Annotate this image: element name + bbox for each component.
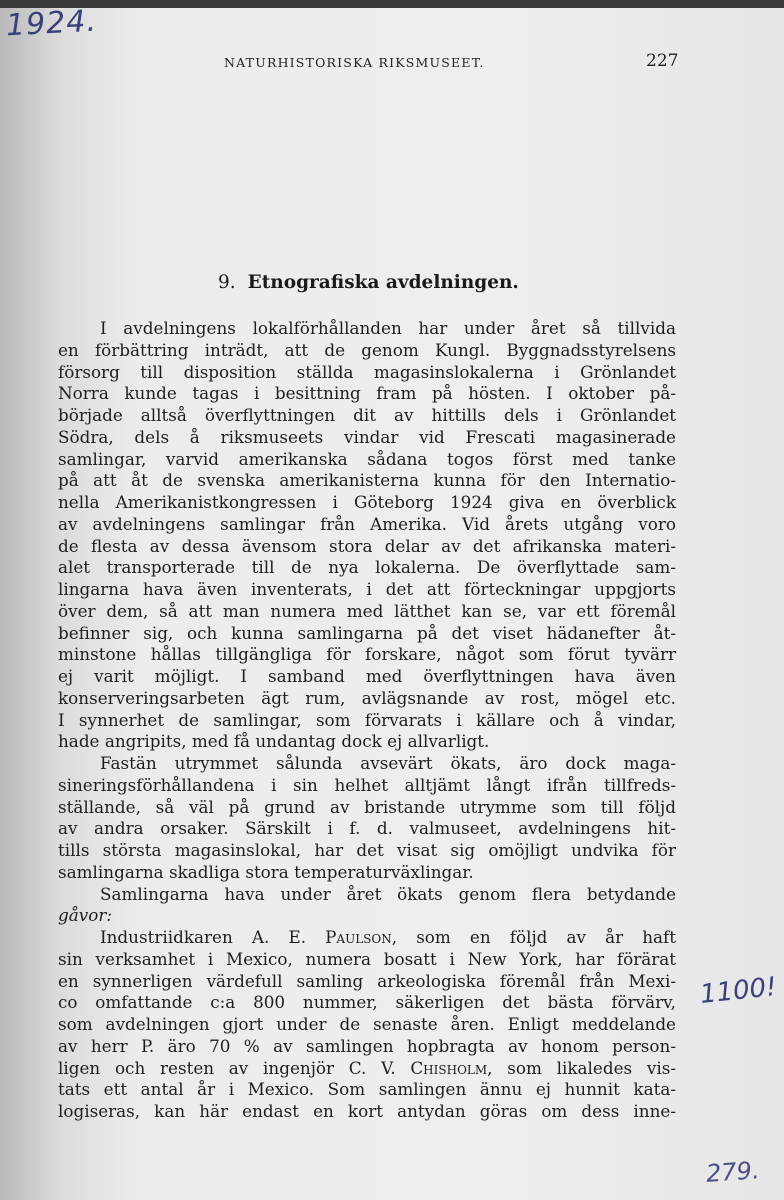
text-line: Norra kunde tagas i besittning fram på hösten. I oktober på- (58, 383, 676, 404)
text-line: som avdelningen gjort under de senaste åren. Enligt meddelande (58, 1014, 676, 1034)
handwritten-year-note: 1924. (5, 3, 98, 44)
text-line: av andra orsaker. Särskilt i f. d. valmuseet, avdelningens hit- (58, 818, 676, 839)
text-line: logiseras, kan här endast en kort antydan göras om dess inne- (58, 1101, 676, 1121)
text-line: sin verksamhet i Mexico, numera bosatt i New York, har förärat (58, 948, 676, 969)
text-line: tills största magasinslokal, har det visat sig omöjligt undvika för (58, 840, 676, 860)
person-name: Paulson (325, 927, 392, 947)
text-line: alet transporterade till de nya lokalerna. De överflyttade sam- (58, 557, 676, 578)
running-head: NATURHISTORISKA RIKSMUSEET. (224, 55, 485, 70)
text-line: gåvor: (58, 905, 113, 926)
text-line: en förbättring inträdt, att de genom Kungl. Byggnadsstyrelsens (58, 339, 676, 360)
text-line: försorg till disposition ställda magasinslokalerna i Grönlandet (58, 361, 676, 382)
text-line: på att åt de svenska amerikanisterna kunna för den Internatio- (58, 470, 676, 491)
text-line: hade angripits, med få undantag dock ej allvarligt. (58, 731, 490, 752)
text-line: nella Amerikanistkongressen i Göteborg 1924 giva en överblick (58, 492, 676, 512)
text-line: minstone hållas tillgängliga för forskare, något som förut tyvärr (58, 644, 676, 665)
scan-top-edge (0, 0, 784, 8)
section-heading (218, 272, 519, 293)
section-number: 9. (218, 272, 236, 293)
text-line: samlingar, varvid amerikanska sådana togos först med tanke (58, 448, 676, 469)
text-line: ej varit möjligt. I samband med överflyttningen hava även (58, 666, 676, 686)
text-line: Södra, dels å riksmuseets vindar vid Frescati magasinerade (58, 426, 676, 447)
body-text (58, 318, 676, 1123)
text-line: en synnerligen värdefull samling arkeologiska föremål från Mexi- (58, 970, 676, 991)
text-line: började alltså överflyttningen dit av hittills dels i Grönlandet (58, 405, 676, 425)
text-line: av avdelningens samlingar från Amerika. Vid årets utgång voro (58, 513, 676, 534)
section-title: Etnografiska avdelningen. (247, 272, 519, 293)
text-line: ligen och resten av ingenjör C. V. Chisholm, som likaledes vis- (58, 1057, 676, 1078)
text-line: Fastän utrymmet sålunda avsevärt ökats, äro dock maga- (100, 753, 676, 773)
text-line: Industriidkaren A. E. Paulson, som en följd av år haft (100, 927, 676, 947)
text-line: I avdelningens lokalförhållanden har under året så tillvida (100, 318, 676, 338)
text-line: de flesta av dessa ävensom stora delar av det afrikanska materi- (58, 535, 676, 556)
handwritten-folio-number: 279. (705, 1156, 761, 1188)
text-line: Samlingarna hava under året ökats genom flera betydande (100, 883, 676, 904)
text-line: I synnerhet de samlingar, som förvarats i källare och å vindar, (58, 709, 676, 730)
text-line: konserveringsarbeten ägt rum, avlägsnande av rost, mögel etc. (58, 687, 676, 708)
text-line: av herr P. äro 70 % av samlingen hopbragta av honom person- (58, 1035, 676, 1056)
text-line: sineringsförhållandena i sin helhet alltjämt långt ifrån tillfreds- (58, 774, 676, 795)
text-line: ställande, så väl på grund av bristande utrymme som till följd (58, 796, 676, 817)
text-line: tats ett antal år i Mexico. Som samlingen ännu ej hunnit kata- (58, 1079, 676, 1100)
text-line: över dem, så att man numera med lätthet kan se, var ett föremål (58, 600, 676, 621)
text-line: befinner sig, och kunna samlingarna på det viset hädanefter åt- (58, 622, 676, 643)
text-line: co omfattande c:a 800 nummer, säkerligen det bästa förvärv, (58, 992, 676, 1013)
text-line: samlingarna skadliga stora temperaturväxlingar. (58, 861, 474, 882)
text-line: lingarna hava även inventerats, i det att förteckningar uppgjorts (58, 579, 676, 599)
person-name: Chisholm (410, 1057, 488, 1078)
handwritten-margin-note: 1100! (698, 972, 778, 1010)
page-number: 227 (646, 51, 679, 71)
